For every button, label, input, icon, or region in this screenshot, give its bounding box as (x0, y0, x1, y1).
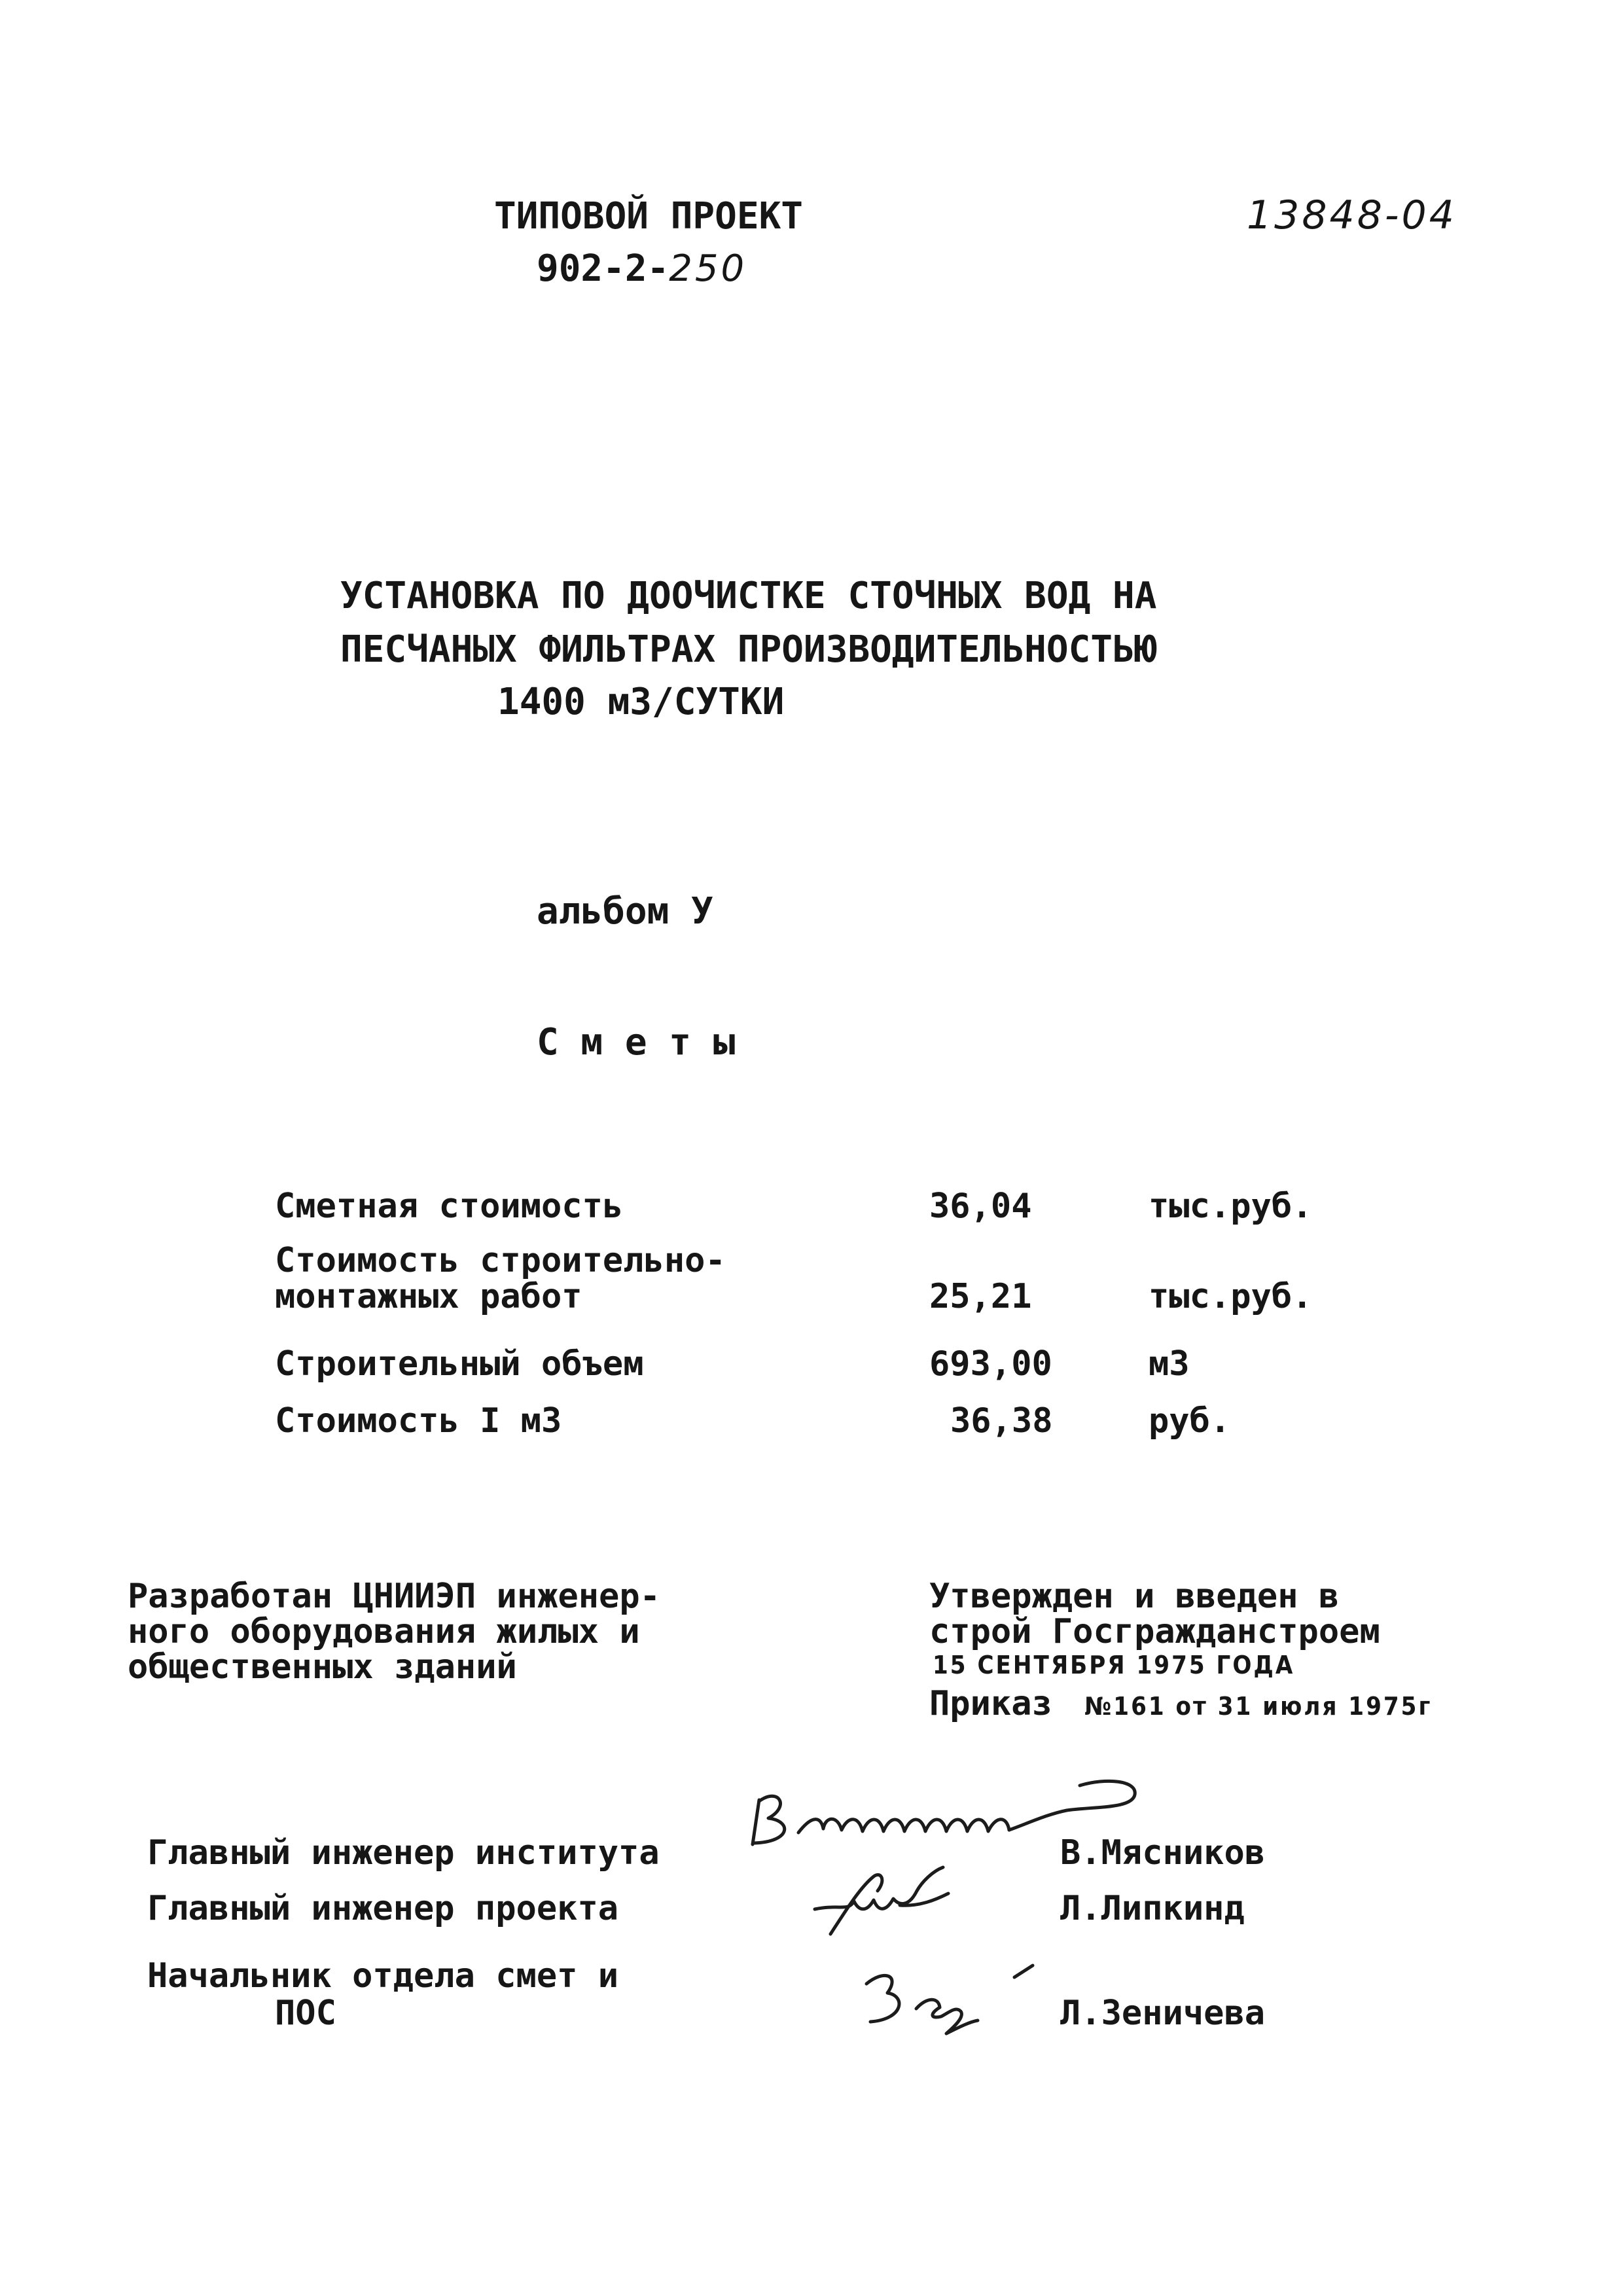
signature-3-image (857, 1954, 1054, 2045)
indicator-label: Стоимость строительно- (275, 1241, 726, 1280)
project-number-handwritten: 250 (669, 247, 747, 290)
project-type: ТИПОВОЙ ПРОЕКТ (494, 195, 804, 238)
signatory-position: Главный инженер проекта (147, 1889, 619, 1928)
title-line-3: 1400 м3/СУТКИ (497, 681, 785, 723)
project-number-prefix: 902-2- (537, 247, 669, 290)
approval-date-stamp: 15 СЕНТЯБРЯ 1975 ГОДА (933, 1651, 1295, 1679)
indicator-unit: тыс.руб. (1149, 1187, 1313, 1226)
developer-line-2: ного оборудования жилых и (128, 1612, 640, 1651)
approval-order (929, 1683, 1432, 1727)
indicator-value: 693,00 (929, 1344, 1052, 1384)
inventory-number: 13848-04 (1247, 192, 1457, 238)
signatory-position: Главный инженер института (147, 1833, 660, 1873)
developer-line-3: общественных зданий (128, 1647, 517, 1687)
indicator-label-cont: монтажных работ (275, 1277, 582, 1316)
indicator-unit: тыс.руб. (1149, 1277, 1313, 1316)
developer-line-1: Разработан ЦНИИЭП инженер- (128, 1577, 660, 1616)
signature-1-image (740, 1761, 1158, 1859)
indicator-value: 36,04 (929, 1187, 1032, 1226)
title-line-1: УСТАНОВКА ПО ДООЧИСТКЕ СТОЧНЫХ ВОД НА (340, 575, 1157, 617)
signatory-position: Начальник отдела смет и (147, 1956, 619, 1996)
title-line-2: ПЕСЧАНЫХ ФИЛЬТРАХ ПРОИЗВОДИТЕЛЬНОСТЬЮ (340, 628, 1157, 671)
approval-line-1: Утвержден и введен в (929, 1577, 1340, 1616)
approval-order-prefix: Приказ (929, 1684, 1052, 1723)
project-number (537, 247, 747, 291)
indicator-unit: м3 (1149, 1344, 1190, 1384)
approval-line-2: строй Госгражданстроем (929, 1612, 1380, 1651)
indicator-unit: руб. (1149, 1401, 1231, 1441)
signatory-name: В.Мясников (1060, 1833, 1266, 1873)
signatory-name: Л.Зеничева (1060, 1994, 1266, 2033)
indicator-value: 36,38 (950, 1401, 1053, 1441)
signature-2-image (789, 1862, 959, 1941)
indicator-label: Строительный объем (275, 1344, 644, 1384)
section-title: С м е т ы (537, 1021, 736, 1064)
signatory-name: Л.Липкинд (1060, 1889, 1245, 1928)
approval-order-stamp: №161 от 31 июля 1975г (1084, 1692, 1433, 1721)
signatory-position-cont: ПОС (275, 1994, 336, 2033)
indicator-label: Стоимость I м3 (275, 1401, 562, 1441)
indicator-value: 25,21 (929, 1277, 1032, 1316)
indicator-label: Сметная стоимость (275, 1187, 624, 1226)
album-label: альбом У (537, 890, 713, 933)
